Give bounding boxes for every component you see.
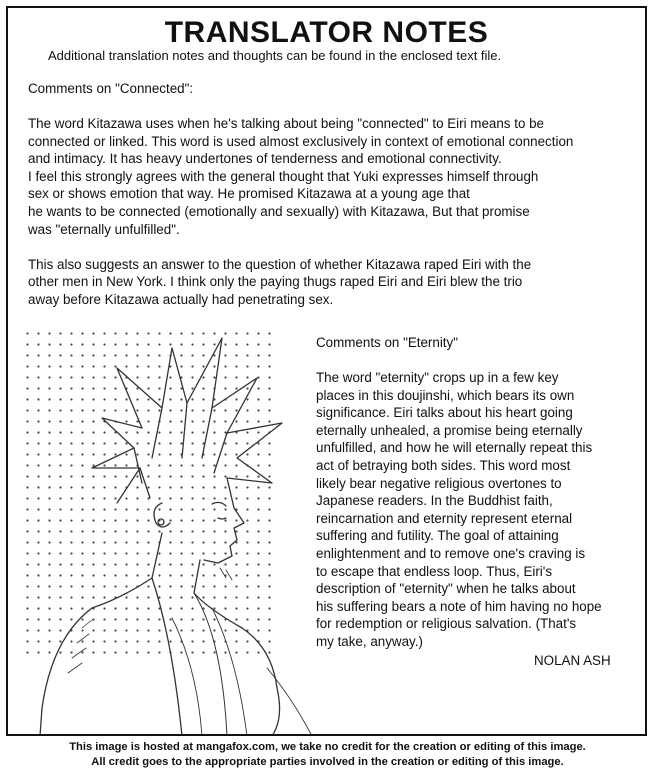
section-connected-paragraph-1: The word Kitazawa uses when he's talking about being "connected" to Eiri means to be connected or linked. This word is used almost exclusively in context of emotional connection and intimacy. It has heavy undertones of tenderness and emotional connectivity. I feel this strongly agrees with the general thought that Yuki expresses himself through sex or shows emotion that way. He promised Kitazawa at a young age that he wants to be connected (emotionally and sexually) with Kitazawa, But that promise was "eternally unfulfilled".	[28, 116, 574, 237]
hosting-credit-footer	[0, 740, 655, 770]
translator-signature: NOLAN ASH	[534, 653, 611, 668]
page-subtitle: Additional translation notes and thoughts can be found in the enclosed text file.	[48, 48, 502, 63]
footer-line-2: All credit goes to the appropriate parties involved in the creation or editing of this image.	[91, 756, 564, 768]
section-eternity	[316, 334, 636, 651]
document-page	[6, 6, 647, 736]
section-eternity-paragraph: The word "eternity" crops up in a few key places in this doujinshi, which bears its own significance. Eiri talks about his heart going eternally unhealed, a promise being eternally unfulfilled, and how he will eternally repeat this act of betraying both sides. This word most likely bear negative religious overtones to Japanese readers. In the Buddhist faith, reincarnation and eternity represent eternal suffering and futility. The goal of attaining enlightenment and to remove one's craving is to escape that endless loop. Thus, Eiri's description of "eternity" when he talks about his suffering bears a note of him having no hope for redemption or religious salvation. (That's my take, anyway.)	[316, 370, 602, 649]
section-connected-paragraph-2: This also suggests an answer to the question of whether Kitazawa raped Eiri with the other men in New York. I think only the paying thugs raped Eiri and Eiri blew the trio away before Kitazawa actually had penetrating sex.	[28, 256, 532, 307]
footer-line-1: This image is hosted at mangafox.com, we take no credit for the creation or editing of this image.	[69, 741, 586, 753]
page-title: TRANSLATOR NOTES	[164, 16, 489, 49]
section-eternity-heading: Comments on "Eternity"	[316, 335, 458, 350]
section-connected	[28, 80, 633, 309]
manga-character-illustration	[22, 308, 322, 736]
section-connected-heading: Comments on "Connected":	[28, 81, 194, 96]
